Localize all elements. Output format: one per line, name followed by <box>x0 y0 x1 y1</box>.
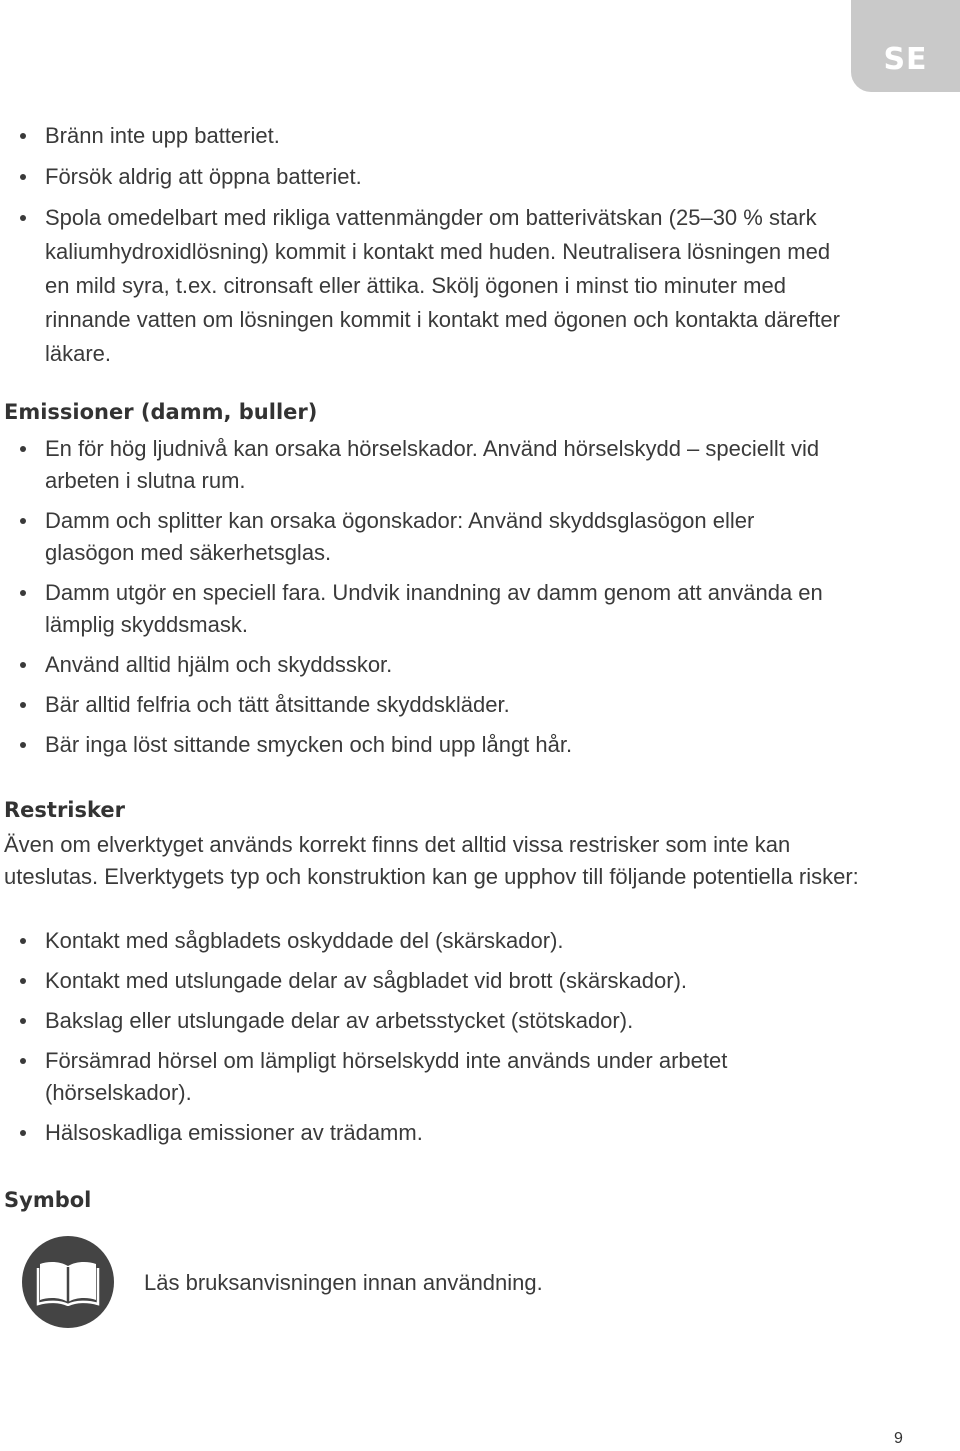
bullet-icon <box>20 215 26 221</box>
list-item <box>0 689 875 721</box>
list-item-text: Spola omedelbart med rikliga vattenmängder om batterivätskan (25–30 % stark kaliumhydroxidlösning) kommit i kontakt med huden. Neutralisera lösningen med en mild syra, t.ex. citronsaft eller ättika. Skölj ögonen i minst tio minuter med rinnande vatten om lösningen kommit i kontakt med ögonen och kontakta därefter läkare. <box>45 205 840 366</box>
list-item <box>0 119 835 153</box>
residual-risks-heading: Restrisker <box>4 798 126 822</box>
list-item <box>0 1045 795 1109</box>
list-item-text: Kontakt med sågbladets oskyddade del (skärskador). <box>45 928 564 953</box>
bullet-icon <box>20 1130 26 1136</box>
list-item <box>0 201 855 371</box>
bullet-icon <box>20 133 26 139</box>
list-item <box>0 1005 875 1037</box>
list-item <box>0 649 875 681</box>
list-item-text: Bakslag eller utslungade delar av arbetsstycket (stötskador). <box>45 1008 634 1033</box>
emissions-list <box>0 433 875 769</box>
list-item <box>0 1117 875 1149</box>
battery-safety-list <box>0 119 855 378</box>
list-item-text: Kontakt med utslungade delar av sågbladet vid brott (skärskador). <box>45 968 688 993</box>
symbol-description: Läs bruksanvisningen innan användning. <box>144 1270 543 1295</box>
list-item <box>0 925 875 957</box>
bullet-icon <box>20 174 26 180</box>
residual-risks-list <box>0 925 875 1157</box>
list-item <box>0 577 845 641</box>
bullet-icon <box>20 1058 26 1064</box>
bullet-icon <box>20 1018 26 1024</box>
emissions-heading: Emissioner (damm, buller) <box>4 400 318 424</box>
list-item-text: Bär inga löst sittande smycken och bind upp långt hår. <box>45 732 573 757</box>
bullet-icon <box>20 978 26 984</box>
list-item <box>0 505 790 569</box>
language-tab <box>851 0 960 92</box>
symbol-heading: Symbol <box>4 1188 92 1212</box>
bullet-icon <box>20 742 26 748</box>
list-item <box>0 965 875 997</box>
bullet-icon <box>20 662 26 668</box>
residual-risks-paragraph: Även om elverktyget används korrekt finns det alltid vissa restrisker som inte kan uteslutas. Elverktygets typ och konstruktion kan ge upphov till följande potentiella risker: <box>4 832 859 889</box>
list-item-text: Damm och splitter kan orsaka ögonskador: Använd skyddsglasögon eller glasögon med säkerhetsglas. <box>45 508 755 565</box>
list-item-text: Bär alltid felfria och tätt åtsittande skyddskläder. <box>45 692 510 717</box>
list-item-text: En för hög ljudnivå kan orsaka hörselskador. Använd hörselskydd – speciellt vid arbeten i slutna rum. <box>45 436 820 493</box>
symbol-row <box>22 1236 543 1328</box>
list-item-text: Damm utgör en speciell fara. Undvik inandning av damm genom att använda en lämplig skyddsmask. <box>45 580 823 637</box>
language-tab-label: SE <box>883 41 928 77</box>
list-item <box>0 160 835 194</box>
list-item <box>0 433 845 497</box>
list-item <box>0 729 875 761</box>
list-item-text: Bränn inte upp batteriet. <box>45 123 280 148</box>
list-item-text: Försök aldrig att öppna batteriet. <box>45 164 362 189</box>
list-item-text: Använd alltid hjälm och skyddsskor. <box>45 652 393 677</box>
page-number: 9 <box>894 1430 903 1447</box>
list-item-text: Försämrad hörsel om lämpligt hörselskydd inte används under arbetet (hörselskador). <box>45 1048 728 1105</box>
bullet-icon <box>20 590 26 596</box>
bullet-icon <box>20 702 26 708</box>
book-icon <box>22 1236 114 1328</box>
bullet-icon <box>20 446 26 452</box>
list-item-text: Hälsoskadliga emissioner av trädamm. <box>45 1120 423 1145</box>
bullet-icon <box>20 938 26 944</box>
bullet-icon <box>20 518 26 524</box>
